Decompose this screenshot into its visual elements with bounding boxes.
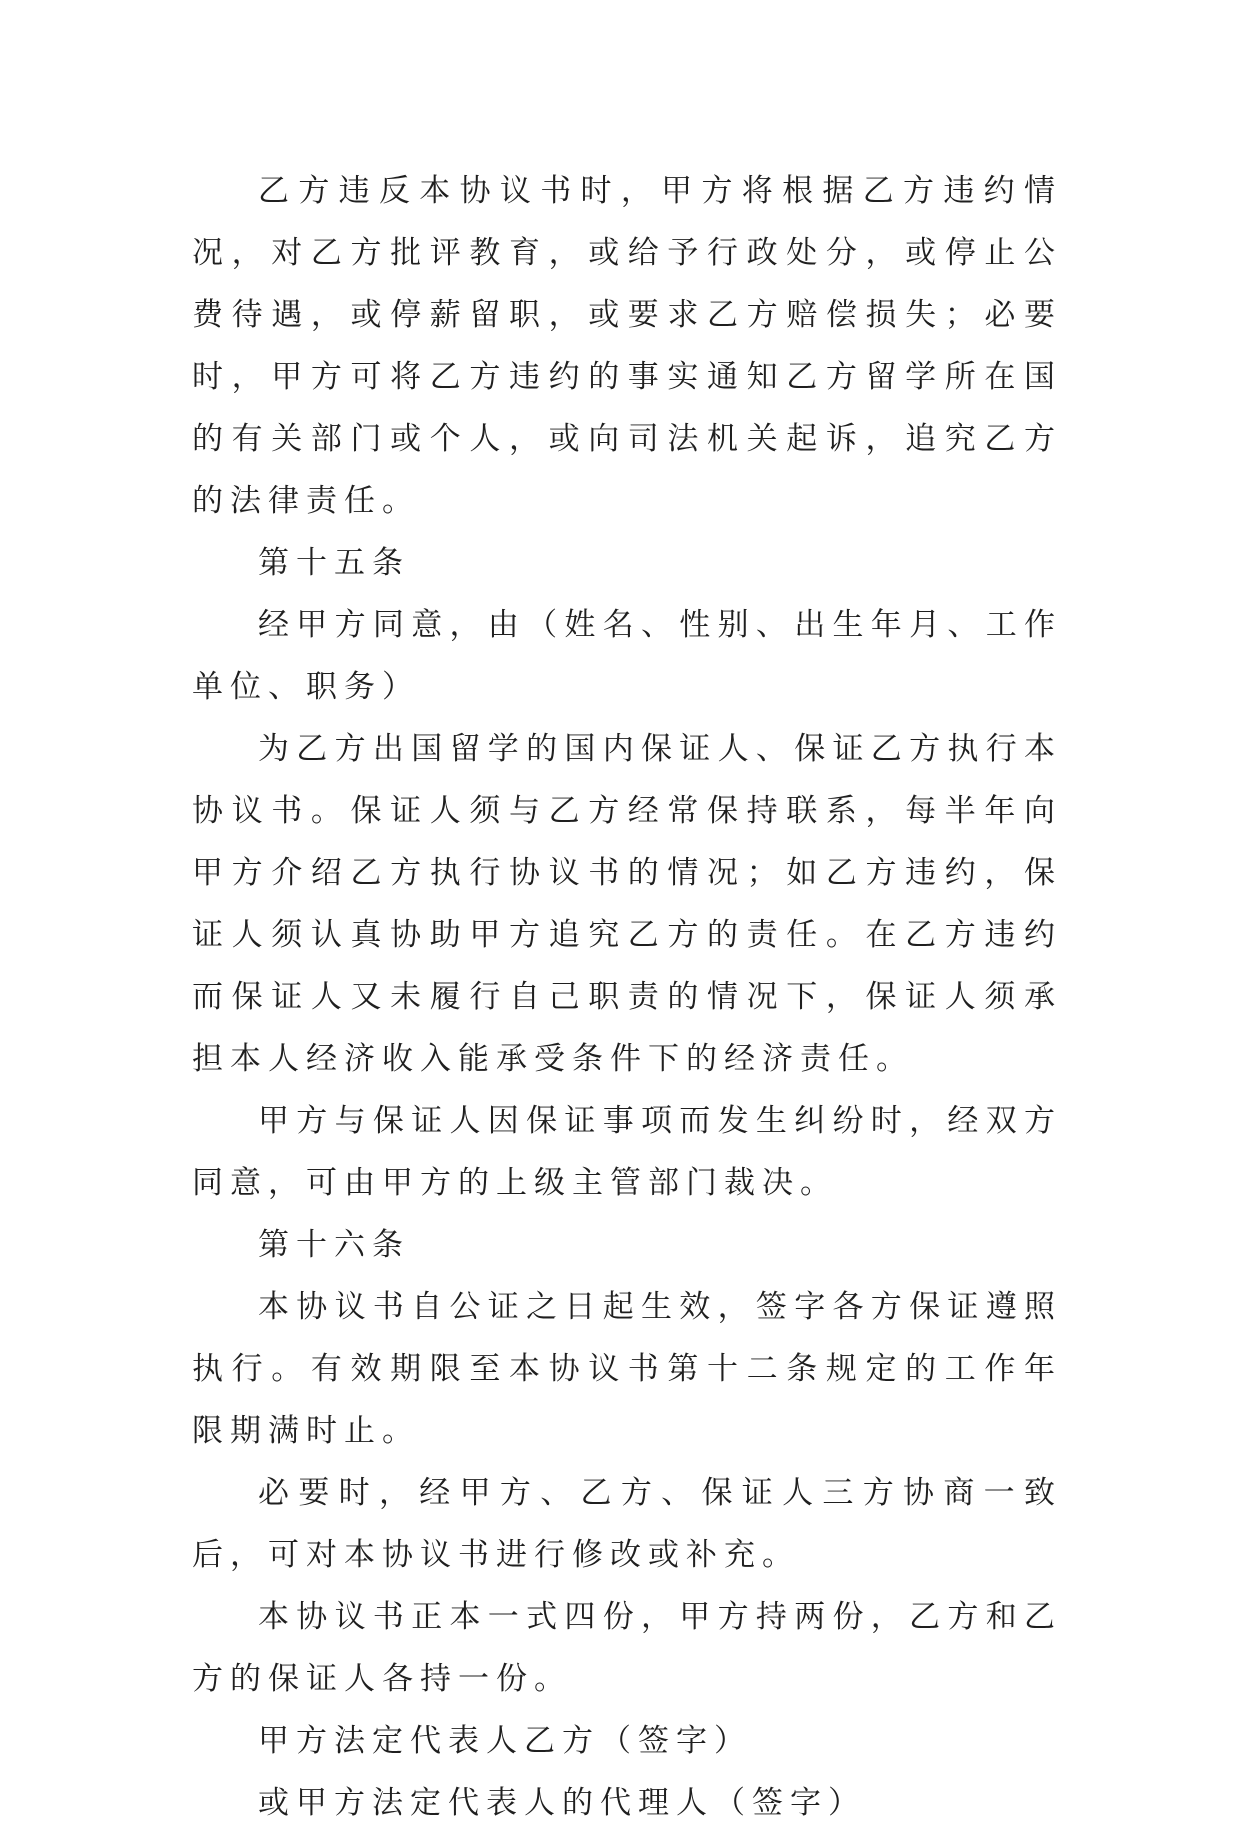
document-body [192,160,1062,1834]
paragraph-effective-date: 本协议书自公证之日起生效，签字各方保证遵照执行。有效期限至本协议书第十二条规定的工作年限期满时止。 [192,1289,1062,1449]
article-16-heading: 第十六条 [258,1227,410,1263]
paragraph-breach-consequences: 乙方违反本协议书时，甲方将根据乙方违约情况，对乙方批评教育，或给予行政处分，或停止公费待遇，或停薪留职，或要求乙方赔偿损失；必要时，甲方可将乙方违约的事实通知乙方留学所在国的有关部门或个人，或向司法机关起诉，追究乙方的法律责任。 [192,173,1062,519]
paragraph-amendment: 必要时，经甲方、乙方、保证人三方协商一致后，可对本协议书进行修改或补充。 [192,1475,1062,1573]
article-15-heading: 第十五条 [258,545,410,581]
signature-line-agent: 或甲方法定代表人的代理人（签字） [258,1785,866,1821]
paragraph-guarantor-intro: 经甲方同意，由（姓名、性别、出生年月、工作单位、职务） [192,607,1062,705]
signature-line-party-a: 甲方法定代表人乙方（签字） [258,1723,752,1759]
paragraph-guarantor-duties: 为乙方出国留学的国内保证人、保证乙方执行本协议书。保证人须与乙方经常保持联系，每半年向甲方介绍乙方执行协议书的情况；如乙方违约，保证人须认真协助甲方追究乙方的责任。在乙方违约而保证人又未履行自己职责的情况下，保证人须承担本人经济收入能承受条件下的经济责任。 [192,731,1062,1077]
paragraph-copies: 本协议书正本一式四份，甲方持两份，乙方和乙方的保证人各持一份。 [192,1599,1062,1697]
paragraph-dispute-resolution: 甲方与保证人因保证事项而发生纠纷时，经双方同意，可由甲方的上级主管部门裁决。 [192,1103,1062,1201]
